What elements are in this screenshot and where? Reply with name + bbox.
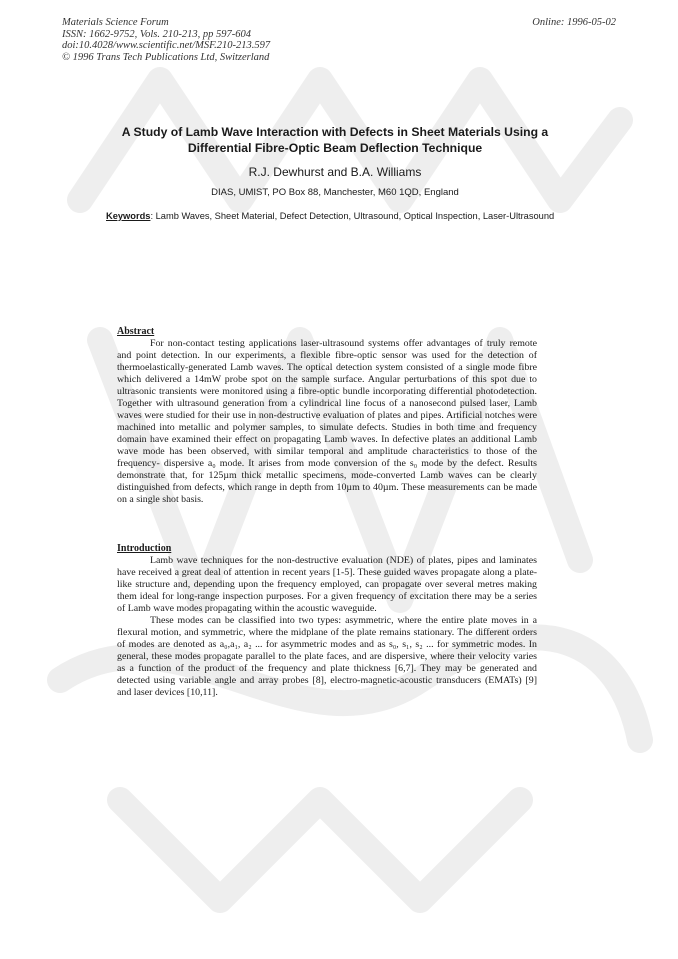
journal-name: Materials Science Forum xyxy=(62,17,169,28)
introduction-section xyxy=(117,543,537,699)
keywords-block xyxy=(106,210,566,222)
introduction-paragraph-2: These modes can be classified into two types: asymmetric, where the entire plate moves in a flexural motion, and symmetric, where the midplane of the plate remains stationary. The different orders of modes are denoted as a₀,a₁, a₂ ... for asymmetric modes and as s₀, s₁, s₂ ... for symmetric modes. In general, these modes propagate parallel to the plate faces, and are dispersive, where their velocity varies as a function of the product of the frequency and plate thickness [6,7]. They may be generated and detected using variable angle and array probes [8], electro-magnetic-acoustic transducers (EMATs) [9] and laser devices [10,11]. xyxy=(117,615,537,698)
paper-authors: R.J. Dewhurst and B.A. Williams xyxy=(248,165,422,179)
issn-line: ISSN: 1662-9752, Vols. 210-213, pp 597-604 xyxy=(62,28,251,40)
introduction-heading: Introduction xyxy=(117,543,172,554)
keywords-colon: : xyxy=(150,211,156,221)
abstract-text: For non-contact testing applications laser-ultrasound systems offer advantages of truly remote and point detection. In our experiments, a flexible fibre-optic sensor was used for the detection of thermoelastically-generated Lamb waves. The optical detection system consisted of a single mode fibre which delivered a 14mW probe spot on the sample surface. Angular perturbations of this spot due to ultrasonic transients were monitored using a fibre-optic bundle incorporating differential photodetection. Together with ultrasound generation from a cylindrical line focus of a nanosecond pulsed laser, Lamb waves were studied for their use in non-destructive evaluation of plates and pipes. Artificial notches were machined into metallic and polymer samples, to simulate defects. Studies in both time and frequency domain have examined their effect on propagating Lamb waves. In defective plates an additional Lamb wave mode has been observed, with similar temporal and amplitude characteristics to those of the frequency- dispersive a₀ mode. It arises from mode conversion of the s₀ mode by the defect. Results demonstrate that, for 125µm thick metallic specimens, mode-converted Lamb waves can be clearly distinguished from defects, which range in depth from 10µm to 40µm. These measurements can be made on a single shot basis. xyxy=(117,338,537,505)
doi-line[interactable]: doi:10.4028/www.scientific.net/MSF.210-213.597 xyxy=(62,40,271,51)
copyright-line: © 1996 Trans Tech Publications Ltd, Switzerland xyxy=(62,51,270,63)
paper-affiliation: DIAS, UMIST, PO Box 88, Manchester, M60 1QD, England xyxy=(211,187,459,198)
paper-title: A Study of Lamb Wave Interaction with Defects in Sheet Materials Using a Differential Fibre-Optic Beam Deflection Technique xyxy=(121,125,549,155)
keywords-label: Keywords xyxy=(106,211,151,221)
abstract-heading: Abstract xyxy=(117,326,155,337)
introduction-paragraph-1: Lamb wave techniques for the non-destructive evaluation (NDE) of plates, pipes and laminates have received a great deal of attention in recent years [1-5]. These guided waves propagate along a plate-like structure and, depending upon the frequency employed, can propagate over several metres making them ideal for long-range inspection purposes. For a given frequency of excitation there may be a series of Lamb wave modes propagating within the acoustic waveguide. xyxy=(117,555,537,614)
abstract-section xyxy=(117,326,537,506)
online-date: Online: 1996-05-02 xyxy=(532,17,616,28)
journal-header xyxy=(62,17,270,63)
keywords-list: Lamb Waves, Sheet Material, Defect Detection, Ultrasound, Optical Inspection, Laser-Ultrasound xyxy=(155,211,555,221)
